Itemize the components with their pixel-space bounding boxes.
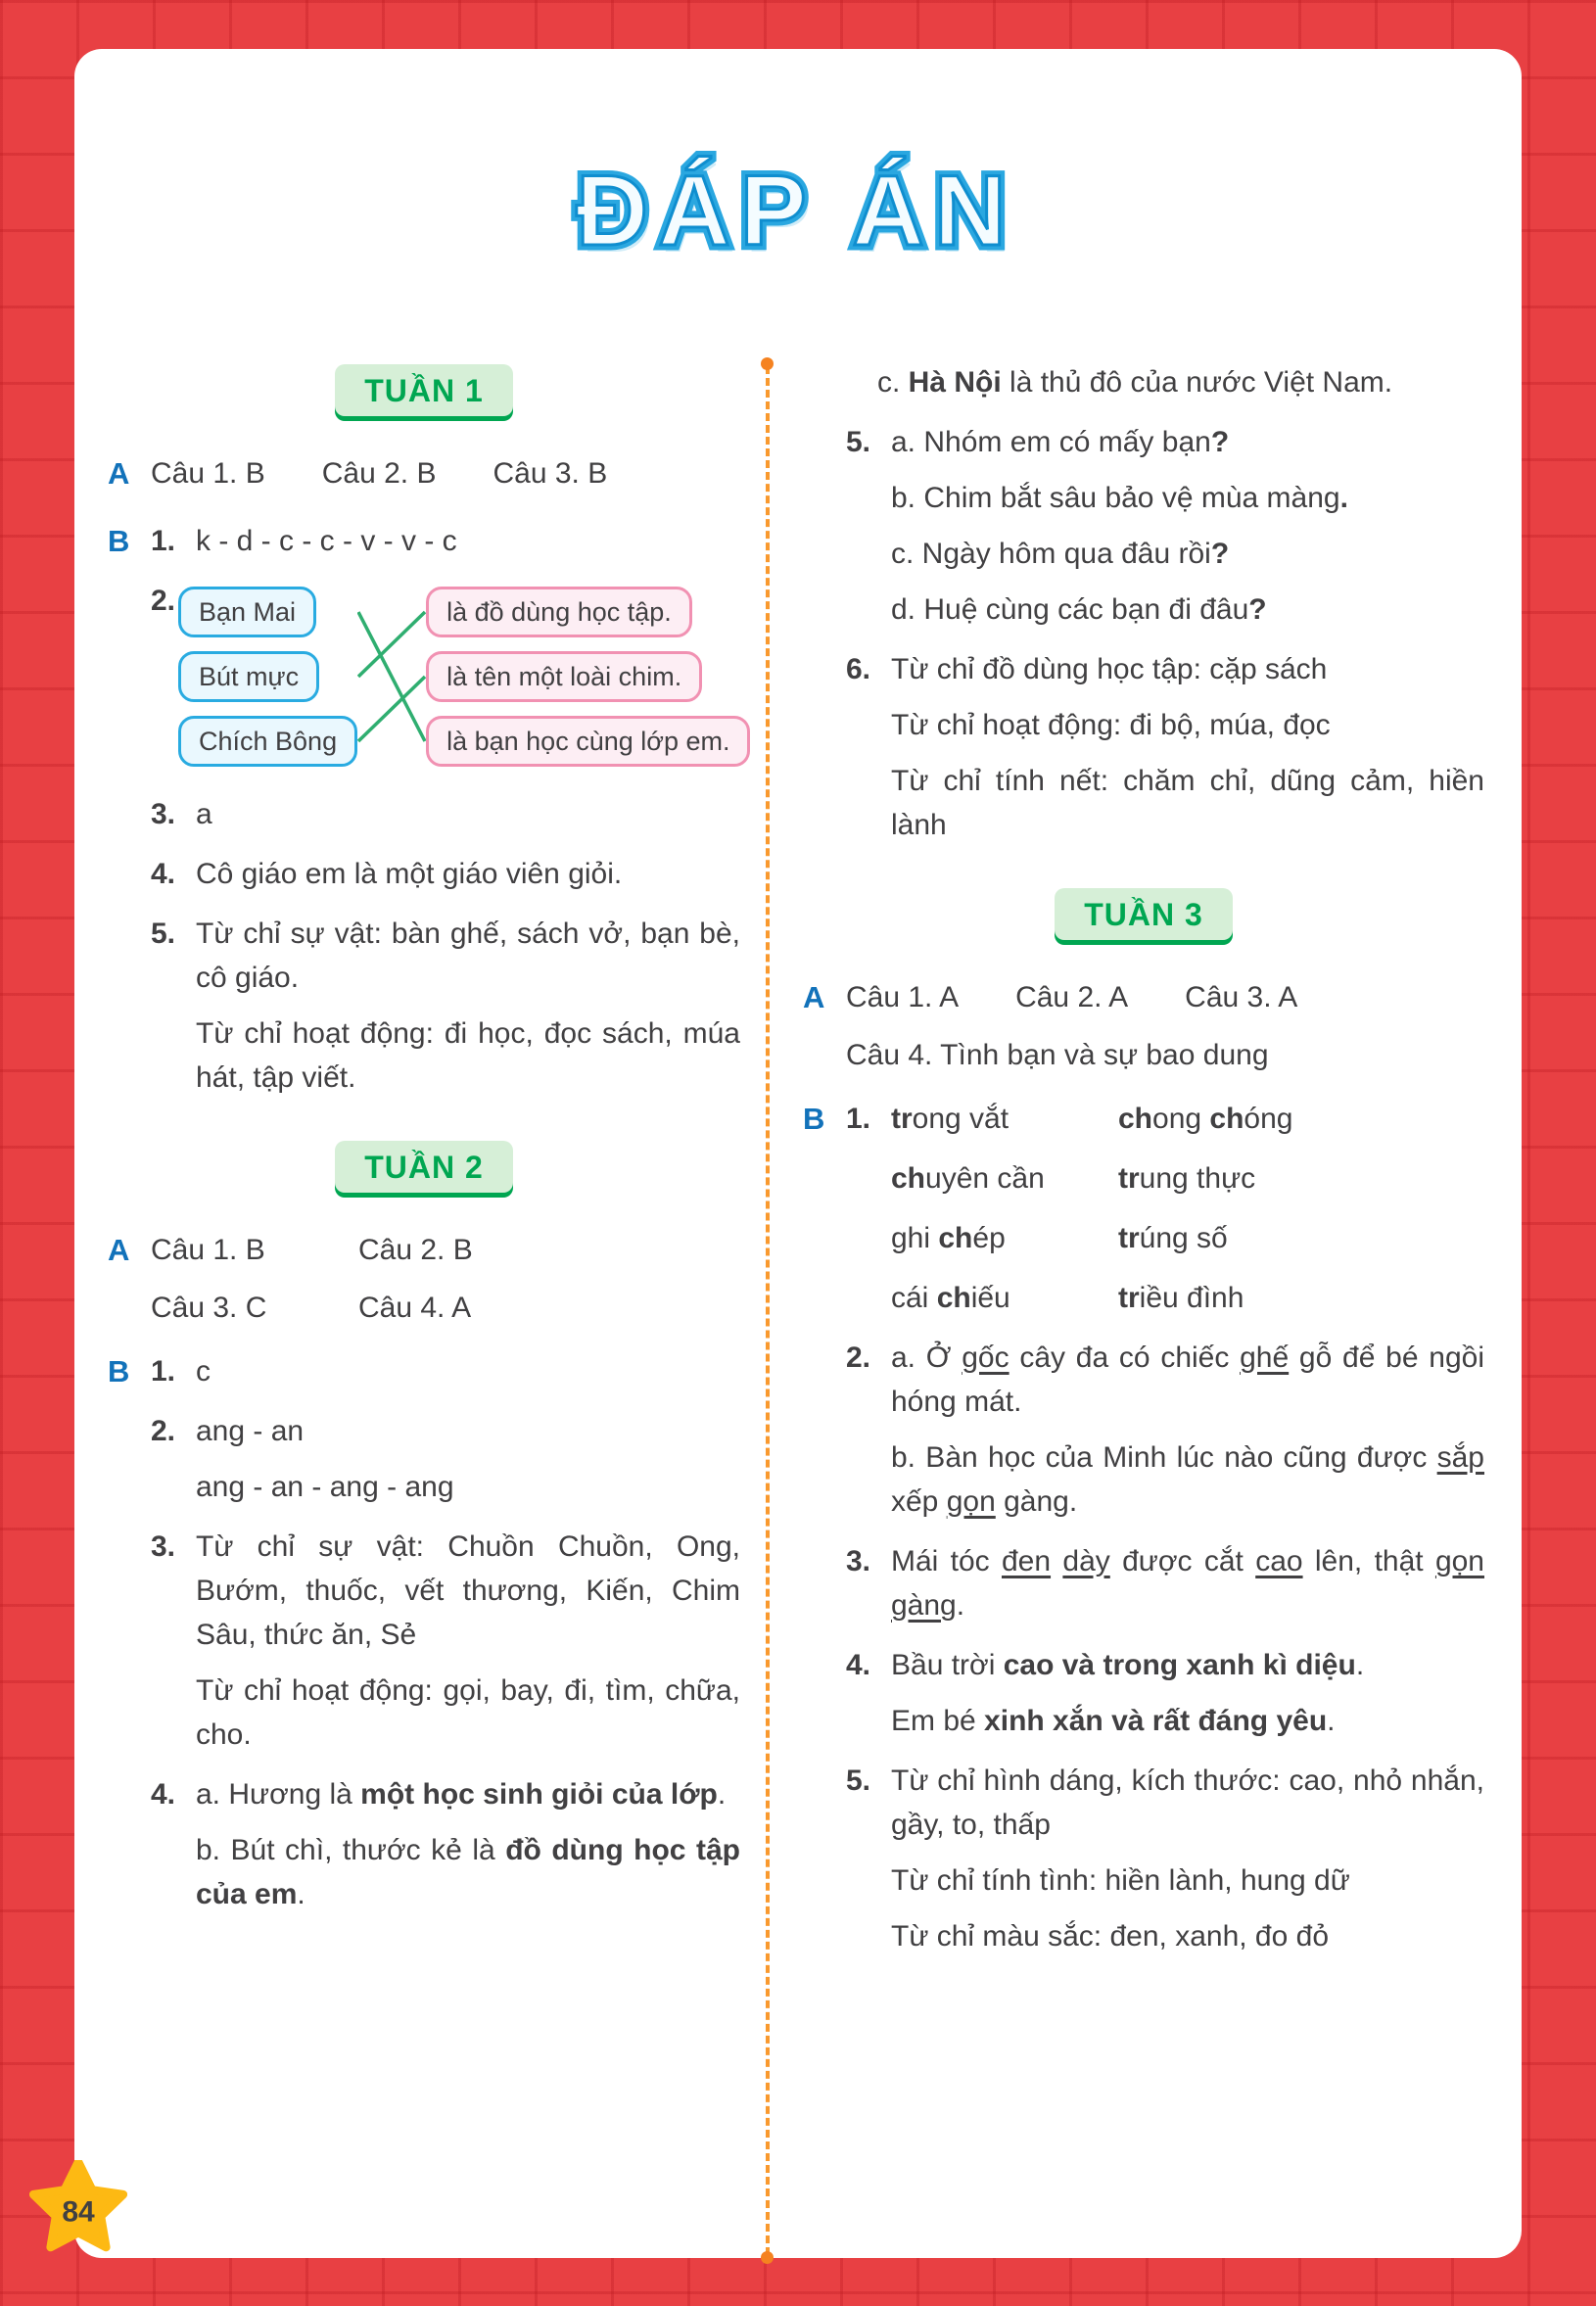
answer-line: Từ chỉ sự vật: Chuồn Chuồn, Ong, Bướm, thuốc, vết thương, Kiến, Chim Sâu, thức ăn, Sẻ xyxy=(196,1529,740,1651)
tuan2-continuation xyxy=(803,360,1484,863)
item-body xyxy=(196,1349,740,1393)
word: cái chiếu xyxy=(891,1281,1010,1314)
match-left-column xyxy=(178,587,357,767)
item-body xyxy=(196,852,740,896)
item-body xyxy=(891,1643,1484,1743)
item-number: 2. xyxy=(846,1341,871,1374)
item-body xyxy=(196,792,740,836)
answer: Câu 2. A xyxy=(1015,980,1129,1013)
tuan1-items-b xyxy=(151,519,740,1115)
tuan2-badge: TUẦN 2 xyxy=(335,1141,513,1193)
answer: Câu 1. A xyxy=(846,980,960,1013)
tuan2-item-6 xyxy=(846,647,1484,847)
gutter-spacer xyxy=(803,360,846,863)
tuan1-label-a: A xyxy=(108,455,130,491)
tuan2-continuation-content xyxy=(846,360,1484,863)
item-body xyxy=(891,1539,1484,1627)
item-number: 3. xyxy=(151,797,176,830)
tuan1-item-5 xyxy=(151,912,740,1100)
word: ghi chép xyxy=(891,1221,1006,1254)
word: chong chóng xyxy=(1118,1102,1293,1135)
title-row xyxy=(108,92,1484,331)
answer-line: Từ chỉ hoạt động: gọi, bay, đi, tìm, chữa, cho. xyxy=(196,1673,740,1751)
item-body xyxy=(196,1772,740,1916)
tuan1-section-a xyxy=(108,451,740,499)
answer-line: Từ chỉ tính tình: hiền lành, hung dữ xyxy=(891,1863,1350,1897)
word: chuyên cần xyxy=(891,1161,1045,1195)
answer: Câu 1. B xyxy=(151,456,265,490)
tuan1-item-4 xyxy=(151,852,740,896)
tuan1-item-2 xyxy=(151,579,740,777)
tuan1-label-b: B xyxy=(108,523,130,558)
tuan3-items-b xyxy=(846,1097,1484,1974)
answer-line: Mái tóc đen dày được cắt cao lên, thật gọn gàng. xyxy=(891,1544,1484,1622)
item-body xyxy=(891,1759,1484,1958)
tuan2-items-b xyxy=(151,1349,740,1932)
answer-row xyxy=(846,975,1484,1019)
item-number: 4. xyxy=(151,857,176,890)
answer-line: a. Hương là một học sinh giỏi của lớp. xyxy=(196,1777,727,1811)
answer-line: b. Chim bắt sâu bảo vệ mùa màng. xyxy=(891,481,1348,514)
word: trúng số xyxy=(1118,1221,1228,1254)
item-number: 1. xyxy=(846,1102,871,1135)
left-column xyxy=(108,360,740,2284)
answer-line: c xyxy=(196,1354,211,1388)
tuan3-section-b xyxy=(803,1097,1484,1974)
answer: Câu 4. A xyxy=(358,1291,472,1324)
answer-line: Câu 4. Tình bạn và sự bao dung xyxy=(846,1038,1269,1071)
answer-line: b. Bút chì, thước kẻ là đồ dùng học tập của em. xyxy=(196,1833,740,1910)
page-number-star xyxy=(29,2160,127,2258)
item-body xyxy=(196,579,740,777)
item-number: 4. xyxy=(151,1777,176,1811)
column-divider xyxy=(766,366,770,2255)
item-number: 5. xyxy=(846,1764,871,1797)
tuan1-section-b xyxy=(108,519,740,1115)
tuan3-item-1 xyxy=(846,1097,1484,1320)
item-number: 4. xyxy=(846,1648,871,1681)
answer-line: ang - an xyxy=(196,1414,305,1447)
matching-exercise xyxy=(178,587,740,767)
item-number: 3. xyxy=(151,1529,176,1563)
answer-line: Từ chỉ đồ dùng học tập: cặp sách xyxy=(891,652,1328,685)
answer-grid xyxy=(151,1228,740,1330)
item-body xyxy=(196,1525,740,1757)
item-body xyxy=(891,1336,1484,1524)
answer-line: Từ chỉ hoạt động: đi bộ, múa, đọc xyxy=(891,708,1331,741)
answer-line: Từ chỉ hoạt động: đi học, đọc sách, múa hát, tập viết. xyxy=(196,1016,740,1094)
answer-line: a. Ở gốc cây đa có chiếc ghế gỗ để bé ngồi hóng mát. xyxy=(891,1341,1484,1418)
tuan1-item-3 xyxy=(151,792,740,836)
item-number: 1. xyxy=(151,1354,176,1388)
answer: Câu 2. B xyxy=(358,1233,473,1266)
item-number: 5. xyxy=(151,917,176,950)
item-body xyxy=(196,519,740,563)
tuan2-item-4 xyxy=(151,1772,740,1916)
answer-line: Bầu trời cao và trong xanh kì diệu. xyxy=(891,1648,1365,1681)
answer-line: b. Bàn học của Minh lúc nào cũng được sắp xếp gọn gàng. xyxy=(891,1440,1484,1518)
tuan1-answers-a xyxy=(151,451,740,499)
match-left-box: Bút mực xyxy=(178,651,319,702)
columns xyxy=(108,360,1484,2284)
answer-line: c. Ngày hôm qua đâu rồi? xyxy=(891,537,1230,570)
item-number: 1. xyxy=(151,524,176,557)
answer-line: Từ chỉ hình dáng, kích thước: cao, nhỏ nhắn, gầy, to, thấp xyxy=(891,1764,1484,1841)
item-body xyxy=(196,1409,740,1509)
tuan2-section-a xyxy=(108,1228,740,1330)
match-left-box: Bạn Mai xyxy=(178,587,316,637)
tuan2-item-5 xyxy=(846,420,1484,632)
tuan3-label-a: A xyxy=(803,979,825,1014)
answer-line: a xyxy=(196,797,212,830)
item-body xyxy=(196,912,740,1100)
item-number: 2. xyxy=(151,1414,176,1447)
tuan3-item-3 xyxy=(846,1539,1484,1627)
answer-line: Em bé xinh xắn và rất đáng yêu. xyxy=(891,1704,1336,1737)
answer-line: d. Huệ cùng các bạn đi đâu? xyxy=(891,592,1267,626)
tuan3-label-b: B xyxy=(803,1101,825,1136)
answer: Câu 1. B xyxy=(151,1233,265,1266)
answer-line: ang - an - ang - ang xyxy=(196,1470,454,1503)
tuan2-item-3 xyxy=(151,1525,740,1757)
tuan3-item-4 xyxy=(846,1643,1484,1743)
tuan2-label-b: B xyxy=(108,1353,130,1388)
match-connector-lines xyxy=(357,587,426,767)
word: triều đình xyxy=(1118,1281,1244,1314)
item-body xyxy=(891,647,1484,847)
answer-row xyxy=(151,451,740,495)
item-number: 3. xyxy=(846,1544,871,1577)
answer-line: Cô giáo em là một giáo viên giỏi. xyxy=(196,857,623,890)
answer: Câu 3. A xyxy=(1185,980,1298,1013)
item-number: 2. xyxy=(151,584,176,617)
match-right-box: là bạn học cùng lớp em. xyxy=(426,716,750,767)
item-number: 6. xyxy=(846,652,871,685)
tuan1-badge: TUẦN 1 xyxy=(335,364,513,416)
match-left-box: Chích Bông xyxy=(178,716,357,767)
tuan2-badge-row xyxy=(108,1141,740,1193)
page-number: 84 xyxy=(62,2195,95,2229)
answer-line: Từ chỉ sự vật: bàn ghế, sách vở, bạn bè, cô giáo. xyxy=(196,917,740,994)
item-body xyxy=(891,420,1484,632)
tuan3-item-2 xyxy=(846,1336,1484,1524)
page-title: ĐÁP ÁN ĐÁP ÁN xyxy=(576,159,1015,263)
answer-line: Từ chỉ tính nết: chăm chỉ, dũng cảm, hiền lành xyxy=(891,764,1484,841)
tuan3-section-a xyxy=(803,975,1484,1077)
match-right-box: là tên một loài chim. xyxy=(426,651,702,702)
match-right-column xyxy=(426,587,750,767)
word-pairs xyxy=(891,1097,1484,1320)
tuan2-item-1 xyxy=(151,1349,740,1393)
item-number: 5. xyxy=(846,425,871,458)
item-body xyxy=(891,1097,1484,1320)
answer: Câu 3. B xyxy=(493,456,608,490)
answer-line: c. Hà Nội là thủ đô của nước Việt Nam. xyxy=(877,365,1393,399)
tuan3-badge: TUẦN 3 xyxy=(1055,888,1233,940)
tuan2-section-b xyxy=(108,1349,740,1932)
tuan2-item-2 xyxy=(151,1409,740,1509)
right-column xyxy=(803,360,1484,2284)
answer-line: k - d - c - c - v - v - c xyxy=(196,524,457,557)
answer: Câu 2. B xyxy=(321,456,437,490)
tuan2-answers-a xyxy=(151,1228,740,1330)
tuan2-label-a: A xyxy=(108,1232,130,1267)
tuan1-badge-row xyxy=(108,364,740,416)
answer-line: Từ chỉ màu sắc: đen, xanh, đo đỏ xyxy=(891,1919,1329,1953)
tuan1-item-1 xyxy=(151,519,740,563)
tuan3-badge-row xyxy=(803,888,1484,940)
word: trong vắt xyxy=(891,1102,1009,1135)
content-card xyxy=(74,49,1522,2258)
match-right-box: là đồ dùng học tập. xyxy=(426,587,692,637)
answer-line: a. Nhóm em có mấy bạn? xyxy=(891,425,1230,458)
tuan3-answers-a xyxy=(846,975,1484,1077)
answer: Câu 3. C xyxy=(151,1291,267,1324)
tuan3-item-5 xyxy=(846,1759,1484,1958)
word: trung thực xyxy=(1118,1161,1256,1195)
